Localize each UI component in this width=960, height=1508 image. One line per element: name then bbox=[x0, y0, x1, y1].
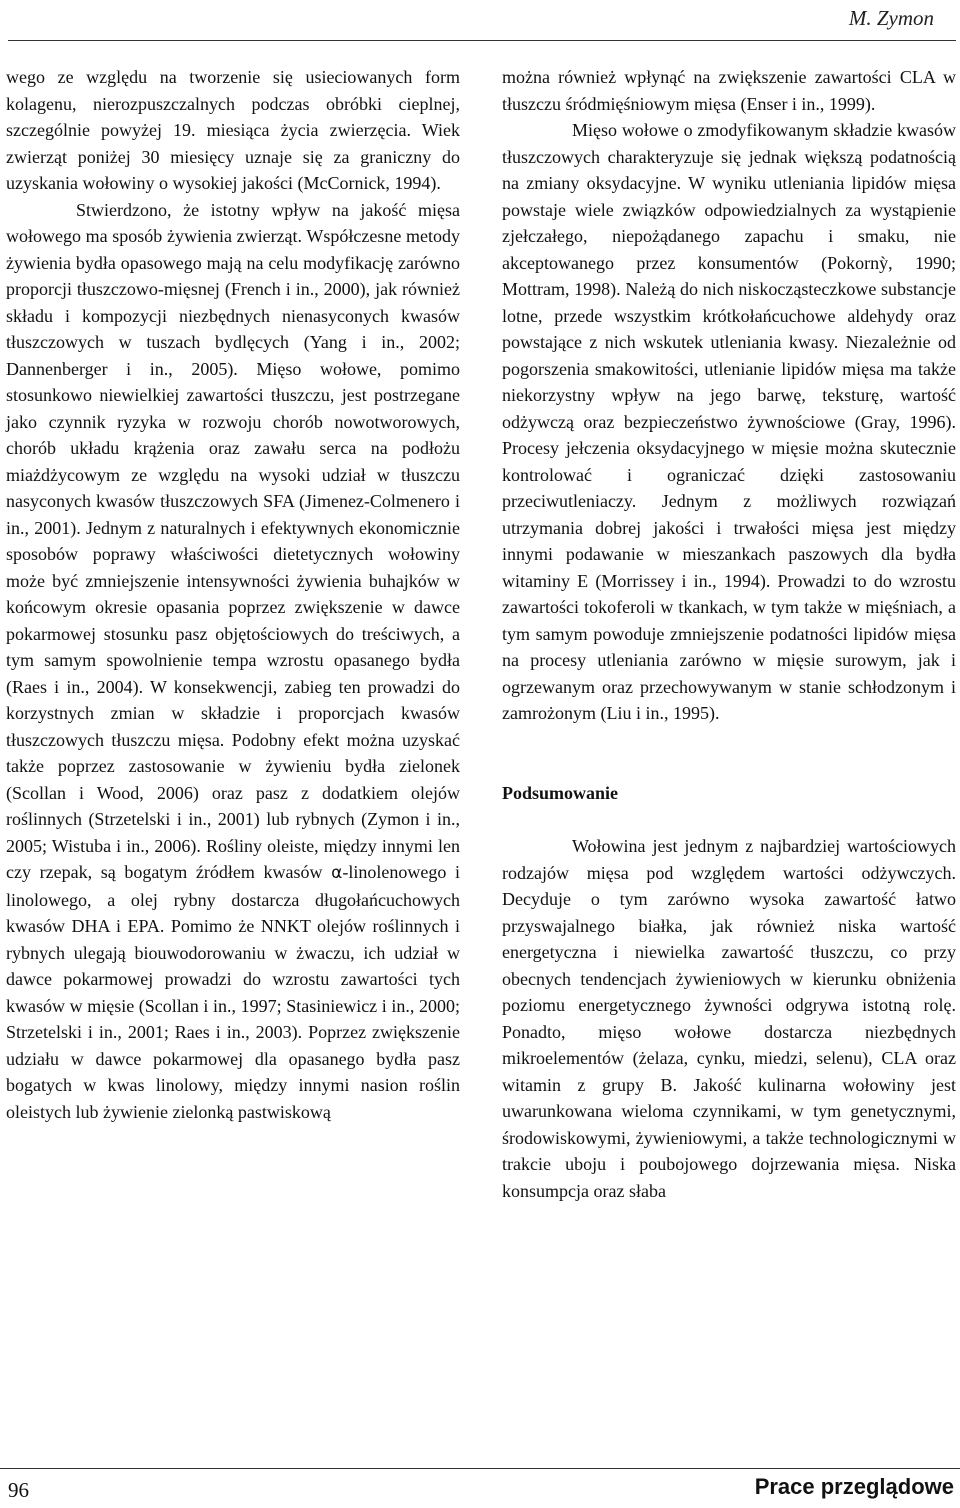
page-number: 96 bbox=[8, 1478, 29, 1502]
footer-section-label: Prace przeglądowe bbox=[754, 1474, 954, 1499]
left-paragraph-2 bbox=[6, 197, 460, 1126]
alpha-symbol: α bbox=[331, 863, 343, 883]
running-header-author: M. Zymon bbox=[848, 6, 934, 30]
left-paragraph-2-text: Stwierdzono, że istotny wpływ na jakość mięsa wołowego ma sposób żywienia zwierząt. Współczesne metody żywienia bydła opasowego mają na celu modyfikację zarówno proporcji tłuszczowo-mięsnej (French i in., 2000), jak również składu i kompozycji niezbędnych nienasyconych kwasów tłuszczowych w tuszach bydlęcych (Yang i in., 2002; Dannenberger i in., 2005). Mięso wołowe, pomimo stosunkowo niewielkiej zawartości tłuszczu, jest postrzegane jako czynnik ryzyka w rozwoju chorób nowotworowych, chorób układu krążenia oraz zawału serca na podłożu miażdżycowym ze względu na wysoki udział w tłuszczu nasyconych kwasów tłuszczowych SFA (Jimenez-Colmenero i in., 2001). Jednym z naturalnych i efektywnych ekonomicznie sposobów poprawy właściwości dietetycznych wołowiny może być zmniejszenie intensywności żywienia buhajków w końcowym okresie opasania poprzez zwiększenie w dawce pokarmowej stosunku pasz objętościowych do treściwych, a tym samym spowolnienie tempa wzrostu opasanego bydła (Raes i in., 2004). W konsekwencji, zabieg ten prowadzi do korzystnych zmian w składzie i proporcjach kwasów tłuszczowych tłuszczu mięsa. Podobny efekt można uzyskać także poprzez zastosowanie w żywieniu bydła zielonek (Scollan i Wood, 2006) oraz pasz z dodatkiem olejów roślinnych (Strzetelski i in., 2001) lub rybnych (Zymon i in., 2005; Wistuba i in., 2006). Rośliny oleiste, między innymi len czy rzepak, są bogatym źródłem kwasów bbox=[6, 199, 460, 882]
section-heading-summary: Podsumowanie bbox=[502, 782, 619, 803]
left-paragraph-2-continuation: -linolenowego i linolowego, a olej rybny dostarcza długołańcuchowych kwasów DHA i EPA. Pomimo że NNKT olejów roślinnych i rybnych ulegają biouwodorowaniu w żwaczu, ich udział w dawce pokarmowej prowadzi do wzrostu zawartości tych kwasów w mięsie (Scollan i in., 1997; Stasiniewicz i in., 2000; Strzetelski i in., 2001; Raes i in., 2003). Poprzez zwiększenie udziału w dawce pokarmowej dla opasanego bydła pasz bogatych w kwas linolowy, między innymi nasion roślin oleistych lub żywienie zielonką pastwiskową bbox=[6, 862, 460, 1122]
right-paragraph-1: można również wpłynąć na zwiększenie zawartości CLA w tłuszczu śródmięśniowym mięsa (Enser i in., 1999). bbox=[502, 67, 956, 114]
right-paragraph-2: Mięso wołowe o zmodyfikowanym składzie kwasów tłuszczowych charakteryzuje się jednak większą podatnością na zmiany oksydacyjne. W wyniku utleniania lipidów mięsa powstaje wiele związków odpowiedzialnych za wystąpienie zjełczałego, niepożądanego zapachu i smaku, nie akceptowanego przez konsumentów (Pokornỳ, 1990; Mottram, 1998). Należą do nich niskocząsteczkowe substancje lotne, przede wszystkim krótkołańcuchowe aldehydy oraz powstające z nich wskutek utleniania kwasy. Niezależnie od pogorszenia smakowitości, utlenianie lipidów mięsa ma także niekorzystny wpływ na jego barwę, teksturę, wartość odżywczą oraz bezpieczeństwo żywnościowe (Gray, 1996). Procesy jełczenia oksydacyjnego w mięsie można skutecznie kontrolować i ograniczać dzięki zastosowaniu przeciwutleniaczy. Jednym z możliwych rozwiązań utrzymania dobrej jakości i trwałości mięsa jest między innymi podawanie w mieszankach paszowych dla bydła witaminy E (Morrissey i in., 1994). Prowadzi to do wzrostu zawartości tokoferoli w tkankach, w tym także w mięśniach, a tym samym powoduje zmniejszenie podatności lipidów mięsa na procesy utleniania zarówno w mięsie surowym, jak i ogrzewanym oraz przechowywanym w stanie schłodzonym i zamrożonym (Liu i in., 1995). bbox=[502, 120, 956, 723]
right-paragraph-3: Wołowina jest jednym z najbardziej wartościowych rodzajów mięsa pod względem wartości odżywczych. Decyduje o tym zarówno wysoka zawartość łatwo przyswajalnego białka, jak również niska wartość energetyczna i niewielka zawartość tłuszczu, co przy obecnych tendencjach żywieniowych w kierunku obniżenia poziomu energetycznego żywności odgrywa istotną rolę. Ponadto, mięso wołowe dostarcza niezbędnych mikroelementów (żelaza, cynku, miedzi, selenu), CLA oraz witamin z grupy B. Jakość kulinarna wołowiny jest uwarunkowana wieloma czynnikami, w tym genetycznymi, środowiskowymi, żywieniowymi, a także technologicznymi w trakcie uboju i poubojowego dojrzewania mięsa. Niska konsumpcja oraz słaba bbox=[502, 836, 956, 1201]
left-column bbox=[6, 64, 460, 1125]
header-divider bbox=[8, 40, 956, 41]
right-column bbox=[502, 64, 956, 1204]
left-paragraph-1: wego ze względu na tworzenie się usieciowanych form kolagenu, nierozpuszczalnych podczas obróbki cieplnej, szczególnie powyżej 19. miesiąca życia zwierzęcia. Wiek zwierząt poniżej 30 miesięcy uznaje się za graniczny do uzyskania wołowiny o wysokiej jakości (McCornick, 1994). bbox=[6, 67, 460, 193]
footer-divider bbox=[0, 1468, 960, 1469]
